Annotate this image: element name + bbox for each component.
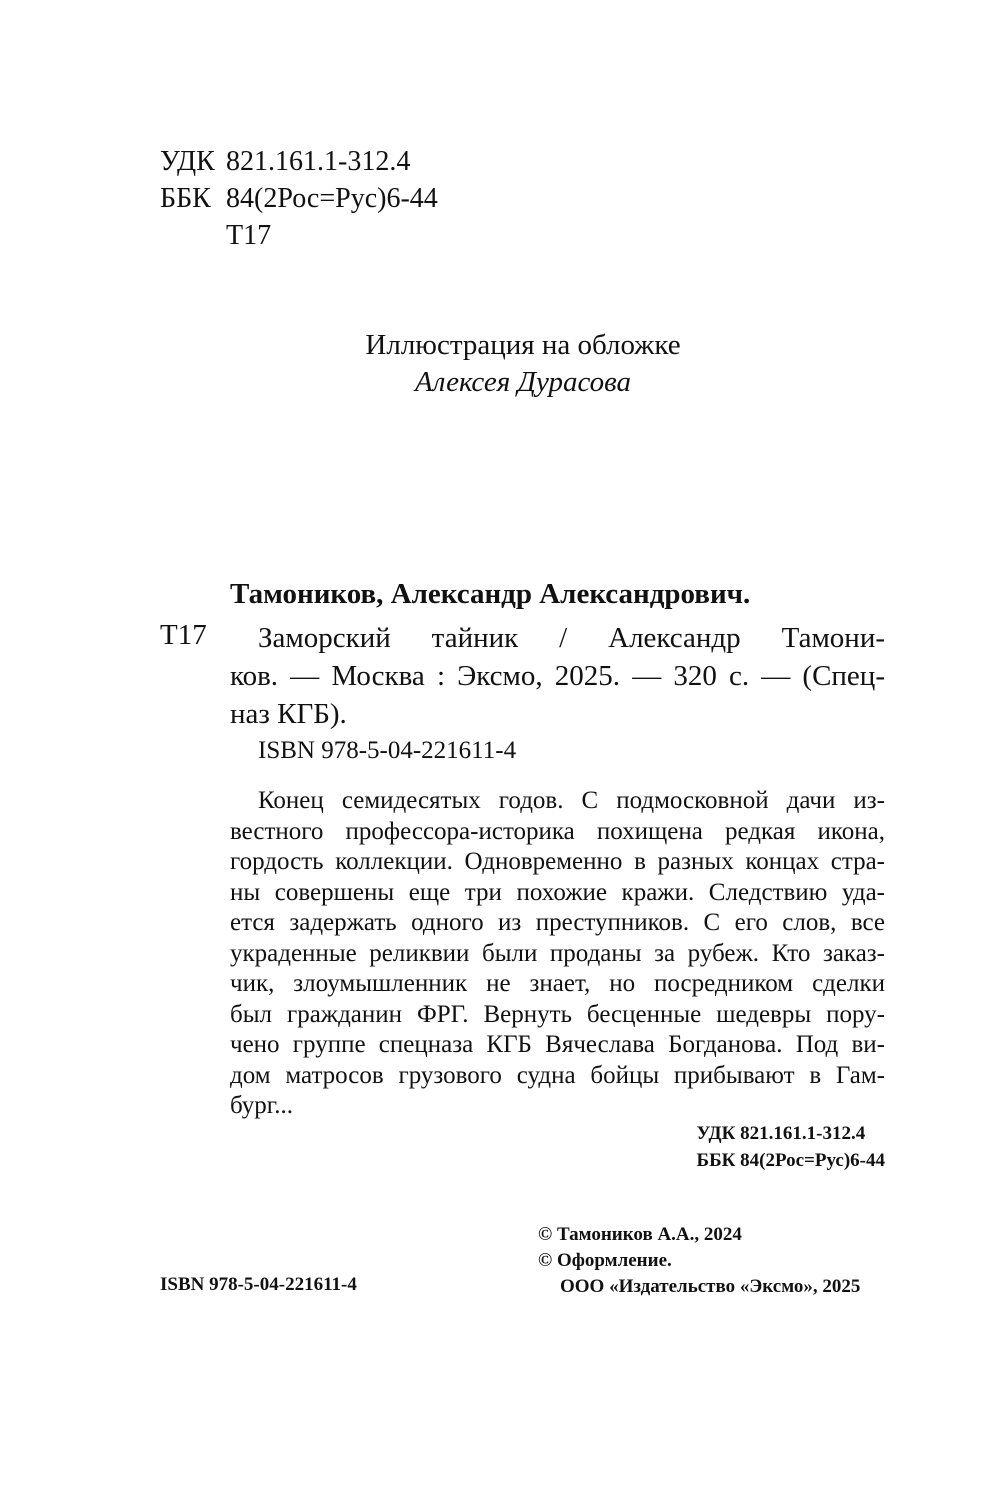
annotation-line: гордость коллекции. Одновременно в разных концах стра-: [230, 848, 885, 875]
copyright-publisher: ООО «Издательство «Эксмо», 2025: [560, 1276, 861, 1297]
bbk-row: [160, 180, 438, 217]
copyright-design: © Оформление.: [538, 1250, 672, 1271]
author-mark-row: [160, 217, 438, 254]
bbk-value: 84(2Рос=Рус)6-44: [226, 183, 438, 214]
annotation-line: чик, злоумышленник не знает, но посредником сделки: [230, 970, 885, 997]
credit-line: Иллюстрация на обложке: [365, 329, 681, 361]
cover-illustration-credit: [258, 327, 788, 401]
record-code: Т17: [160, 619, 207, 651]
udk-code: УДК 821.161.1-312.4: [696, 1123, 866, 1144]
annotation-line: вестного профессора-историка похищена редкая икона,: [230, 817, 885, 845]
udk-row: [160, 143, 438, 180]
annotation-line: ны совершены еще три похожие кражи. Следствию уда-: [230, 878, 885, 906]
record-isbn: ISBN 978-5-04-221611-4: [258, 737, 517, 764]
udk-label: УДК: [160, 146, 215, 177]
annotation-line: дом матросов грузового судна бойцы прибывают в Гам-: [230, 1061, 885, 1089]
title-line: ков. — Москва : Эксмо, 2025. — 320 с. — (Спец-: [230, 660, 885, 692]
annotation-line: чено группе спецназа КГБ Вячеслава Богданова. Под ви-: [230, 1031, 885, 1058]
title-line: наз КГБ).: [230, 698, 347, 730]
annotation: [230, 786, 885, 1122]
classification-codes-bottom: [697, 1120, 885, 1174]
author-mark: Т17: [226, 220, 272, 251]
copyright-author: © Тамоников А.А., 2024: [538, 1224, 742, 1245]
bbk-label: ББК: [160, 183, 211, 214]
bbk-code: ББК 84(2Рос=Рус)6-44: [696, 1150, 885, 1171]
annotation-line: украденные реликвии были проданы за рубеж. Кто заказ-: [230, 939, 885, 967]
record-title: [230, 619, 885, 733]
annotation-line: ется задержать одного из преступников. С его слов, все: [230, 909, 885, 936]
classification-codes-top: [160, 143, 438, 254]
annotation-line: был гражданин ФРГ. Вернуть бесценные шедевры пору-: [230, 1000, 885, 1028]
udk-value: 821.161.1-312.4: [226, 146, 411, 177]
illustrator-name: Алексея Дурасова: [415, 366, 631, 398]
annotation-line: Конец семидесятых годов. С подмосковной дачи из-: [258, 787, 885, 814]
annotation-line: бург...: [230, 1092, 293, 1119]
isbn-bottom: ISBN 978-5-04-221611-4: [160, 1274, 357, 1295]
title-line: Заморский тайник / Александр Тамони-: [258, 622, 885, 654]
record-author: Тамоников, Александр Александрович.: [230, 578, 751, 610]
copyright-notice: [538, 1222, 860, 1300]
